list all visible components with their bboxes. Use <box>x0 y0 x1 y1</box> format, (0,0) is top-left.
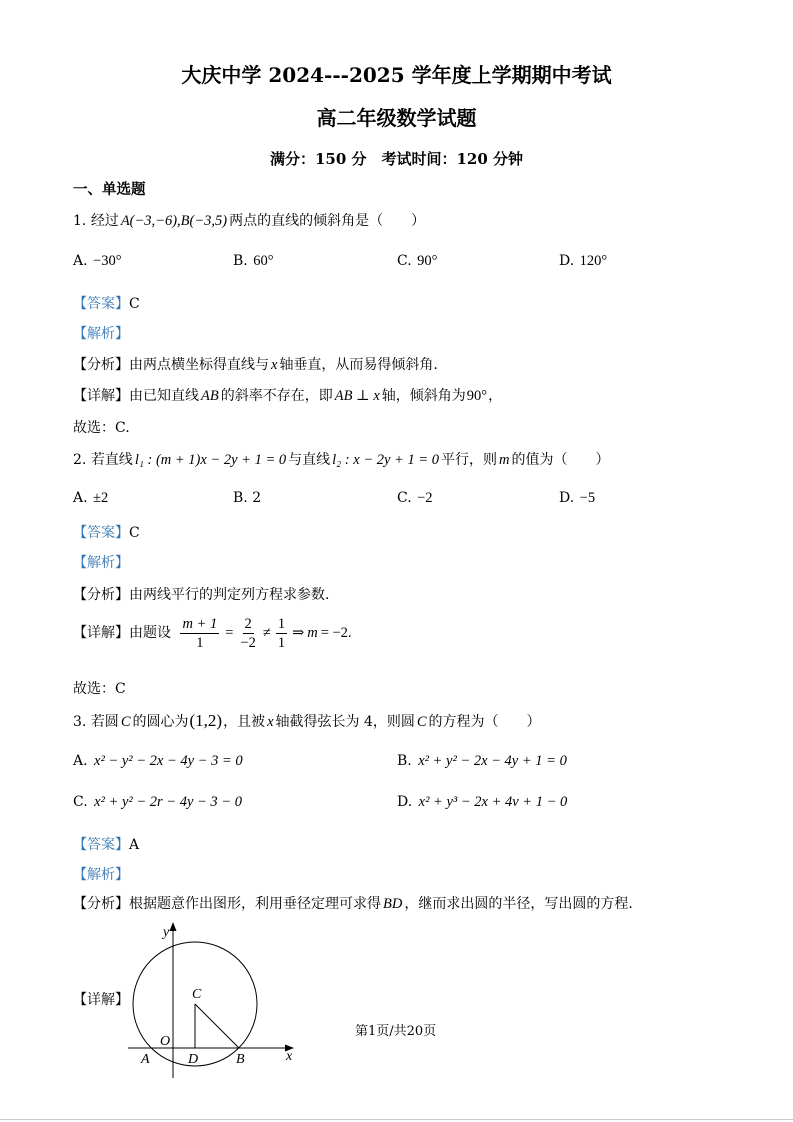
q3-reasoning <box>73 894 633 914</box>
answer-value: C <box>129 525 140 541</box>
q2-stem-text: 若直线 <box>90 452 133 468</box>
detail-text: 的斜率不存在，即 <box>220 388 333 404</box>
exam-info: 满分：150 分 考试时间：120 分钟 <box>269 150 524 168</box>
q3-option-b <box>397 751 569 771</box>
q3-option-d <box>397 792 569 812</box>
detail-text: ， <box>488 388 503 404</box>
option-label: B. <box>397 753 412 769</box>
q3-analysis-heading <box>73 865 129 885</box>
q2-conclusion: 故选：C <box>73 681 126 697</box>
q1-analysis-heading <box>73 324 129 344</box>
segment-cb <box>195 1004 239 1048</box>
option-text: x² − y² − 2x − 4y − 3 = 0 <box>94 753 243 769</box>
page-number: 第1页/共20页 <box>355 1024 437 1039</box>
detail-result: = −2. <box>320 625 352 641</box>
reasoning-text: 由两点横坐标得直线与 <box>129 357 269 373</box>
detail-text: 由已知直线 <box>129 388 199 404</box>
q2-analysis-heading <box>73 553 129 573</box>
q3-circle-c: C <box>120 714 131 730</box>
q2-line-l1: l₁ : (m + 1)x − 2y + 1 = 0 <box>134 452 287 468</box>
q2-option-a <box>73 488 109 508</box>
q1-detail <box>73 386 502 406</box>
analysis-tag: 【解析】 <box>73 326 129 342</box>
label-a: A <box>141 1052 150 1067</box>
q1-option-a <box>73 251 123 271</box>
fraction-2-over-minus-2 <box>237 615 258 652</box>
label-b: B <box>236 1052 245 1067</box>
q1-reasoning <box>73 355 438 375</box>
option-label: A. <box>73 490 88 506</box>
reasoning-tag: 【分析】 <box>73 357 129 373</box>
option-label: C. <box>397 490 412 506</box>
q1-option-c <box>397 251 438 271</box>
fraction-numerator: 2 <box>244 615 252 632</box>
q2-answer <box>73 523 140 543</box>
option-text: x² + y² − 2r − 4y − 3 − 0 <box>94 794 242 810</box>
option-text: 90° <box>417 253 438 269</box>
q3-number: 3. <box>73 714 87 730</box>
fraction-numerator: m + 1 <box>182 615 218 632</box>
q1-conclusion: 故选：C. <box>73 420 130 436</box>
exam-title: 大庆中学 2024---2025 学年度上学期期中考试 <box>181 63 612 87</box>
option-text: −2 <box>417 490 433 506</box>
q2-reasoning <box>73 585 329 605</box>
q3-stem-text: 若圆 <box>90 714 119 730</box>
q3-center-point: (1,2) <box>189 711 223 730</box>
answer-value: A <box>129 837 140 853</box>
detail-tag: 【详解】 <box>73 388 129 404</box>
option-label: B. <box>233 253 248 269</box>
q3-x-axis: x <box>267 714 274 730</box>
reasoning-text: 轴垂直，从而易得倾斜角. <box>279 357 438 373</box>
q1-stem-points: A(−3,−6),B(−3,5) <box>120 213 228 229</box>
option-text: 120° <box>579 253 608 269</box>
answer-tag: 【答案】 <box>73 837 129 853</box>
detail-text: 轴，倾斜角为 <box>381 388 466 404</box>
q3-answer <box>73 835 139 855</box>
not-equal-sign: ≠ <box>262 625 271 641</box>
fraction-numerator: 1 <box>277 615 286 632</box>
fraction-denominator: −2 <box>240 634 256 651</box>
answer-tag: 【答案】 <box>73 525 129 541</box>
option-label: C. <box>73 794 88 810</box>
q2-detail <box>73 613 353 653</box>
fraction-denominator: 1 <box>196 634 204 651</box>
detail-tag: 【详解】 <box>73 992 129 1008</box>
q2-option-b <box>233 488 261 508</box>
reasoning-tag: 【分析】 <box>73 896 129 912</box>
detail-tag: 【详解】 <box>73 625 129 641</box>
q1-number: 1. <box>73 213 87 229</box>
q3-stem-text: 的圆心为 <box>132 714 189 730</box>
reasoning-math: x <box>271 357 278 373</box>
reasoning-text: 根据题意作出图形，利用垂径定理可求得 <box>129 896 381 912</box>
q3-circle-c: C <box>416 714 427 730</box>
page-edge-line <box>0 1119 793 1120</box>
q1-option-d <box>559 251 608 271</box>
circle-diagram <box>120 918 305 1083</box>
q2-var-m: m <box>498 452 510 468</box>
label-y: y <box>163 925 170 940</box>
option-text: −30° <box>93 253 122 269</box>
label-d: D <box>188 1052 199 1067</box>
q3-option-c <box>73 792 244 812</box>
option-label: C. <box>397 253 412 269</box>
label-o: O <box>160 1034 171 1049</box>
q2-stem-text: 与直线 <box>288 452 331 468</box>
option-label: A. <box>73 253 88 269</box>
q2-line-l2: l₂ : x − 2y + 1 = 0 <box>332 452 439 468</box>
option-text: −5 <box>579 490 596 506</box>
fraction-m-plus-1-over-1 <box>178 615 221 652</box>
label-x: x <box>286 1049 293 1064</box>
fraction-1-over-1 <box>275 615 288 652</box>
option-text: x² + y² − 2x − 4y + 1 = 0 <box>418 753 567 769</box>
answer-value: C <box>129 296 140 312</box>
option-label: B. <box>233 490 248 506</box>
option-text: x² + y³ − 2x + 4v + 1 − 0 <box>418 794 568 810</box>
q1-answer <box>73 294 140 314</box>
analysis-tag: 【解析】 <box>73 555 129 571</box>
exam-subtitle: 高二年级数学试题 <box>316 106 477 130</box>
detail-var-m: m <box>307 625 318 641</box>
detail-math: AB ⊥ x <box>334 388 380 404</box>
reasoning-tag: 【分析】 <box>73 587 129 603</box>
option-label: D. <box>559 253 575 269</box>
q2-stem-text: 平行，则 <box>440 452 497 468</box>
option-text: 2 <box>252 490 262 506</box>
q3-stem-text: 的方程为（ ） <box>428 714 541 730</box>
option-text: ±2 <box>93 490 109 506</box>
q2-stem-text: 的值为（ ） <box>511 452 610 468</box>
reasoning-math: BD <box>383 896 403 912</box>
q2-option-c <box>397 488 434 508</box>
q1-stem-text: 经过 <box>90 213 119 229</box>
q2-number: 2. <box>73 452 87 468</box>
option-text: 60° <box>253 253 274 269</box>
label-c: C <box>192 987 202 1002</box>
q3-stem-text: 轴截得弦长为 4，则圆 <box>275 714 415 730</box>
q1-stem-text: 两点的直线的倾斜角是（ ） <box>229 213 426 229</box>
detail-math: AB <box>201 388 219 404</box>
q2-stem <box>73 450 609 470</box>
q3-option-a <box>73 751 245 771</box>
detail-text: 由题设 <box>129 625 171 641</box>
y-axis-arrow-icon <box>170 922 177 931</box>
q1-option-b <box>233 251 275 271</box>
q3-stem-text: ，且被 <box>223 714 266 730</box>
answer-tag: 【答案】 <box>73 296 129 312</box>
analysis-tag: 【解析】 <box>73 867 129 883</box>
equals-sign: = <box>225 625 234 641</box>
q3-stem <box>73 711 541 731</box>
reasoning-text: 由两线平行的判定列方程求参数. <box>129 587 330 603</box>
reasoning-text: ，继而求出圆的半径，写出圆的方程. <box>404 896 633 912</box>
q1-stem <box>73 211 425 231</box>
option-label: D. <box>559 490 575 506</box>
option-label: A. <box>73 753 88 769</box>
section-title: 一、单选题 <box>73 181 146 198</box>
implies-arrow: ⇒ <box>292 625 305 641</box>
option-label: D. <box>397 794 413 810</box>
q2-option-d <box>559 488 596 508</box>
detail-math: 90° <box>466 388 488 404</box>
fraction-denominator: 1 <box>277 634 286 651</box>
